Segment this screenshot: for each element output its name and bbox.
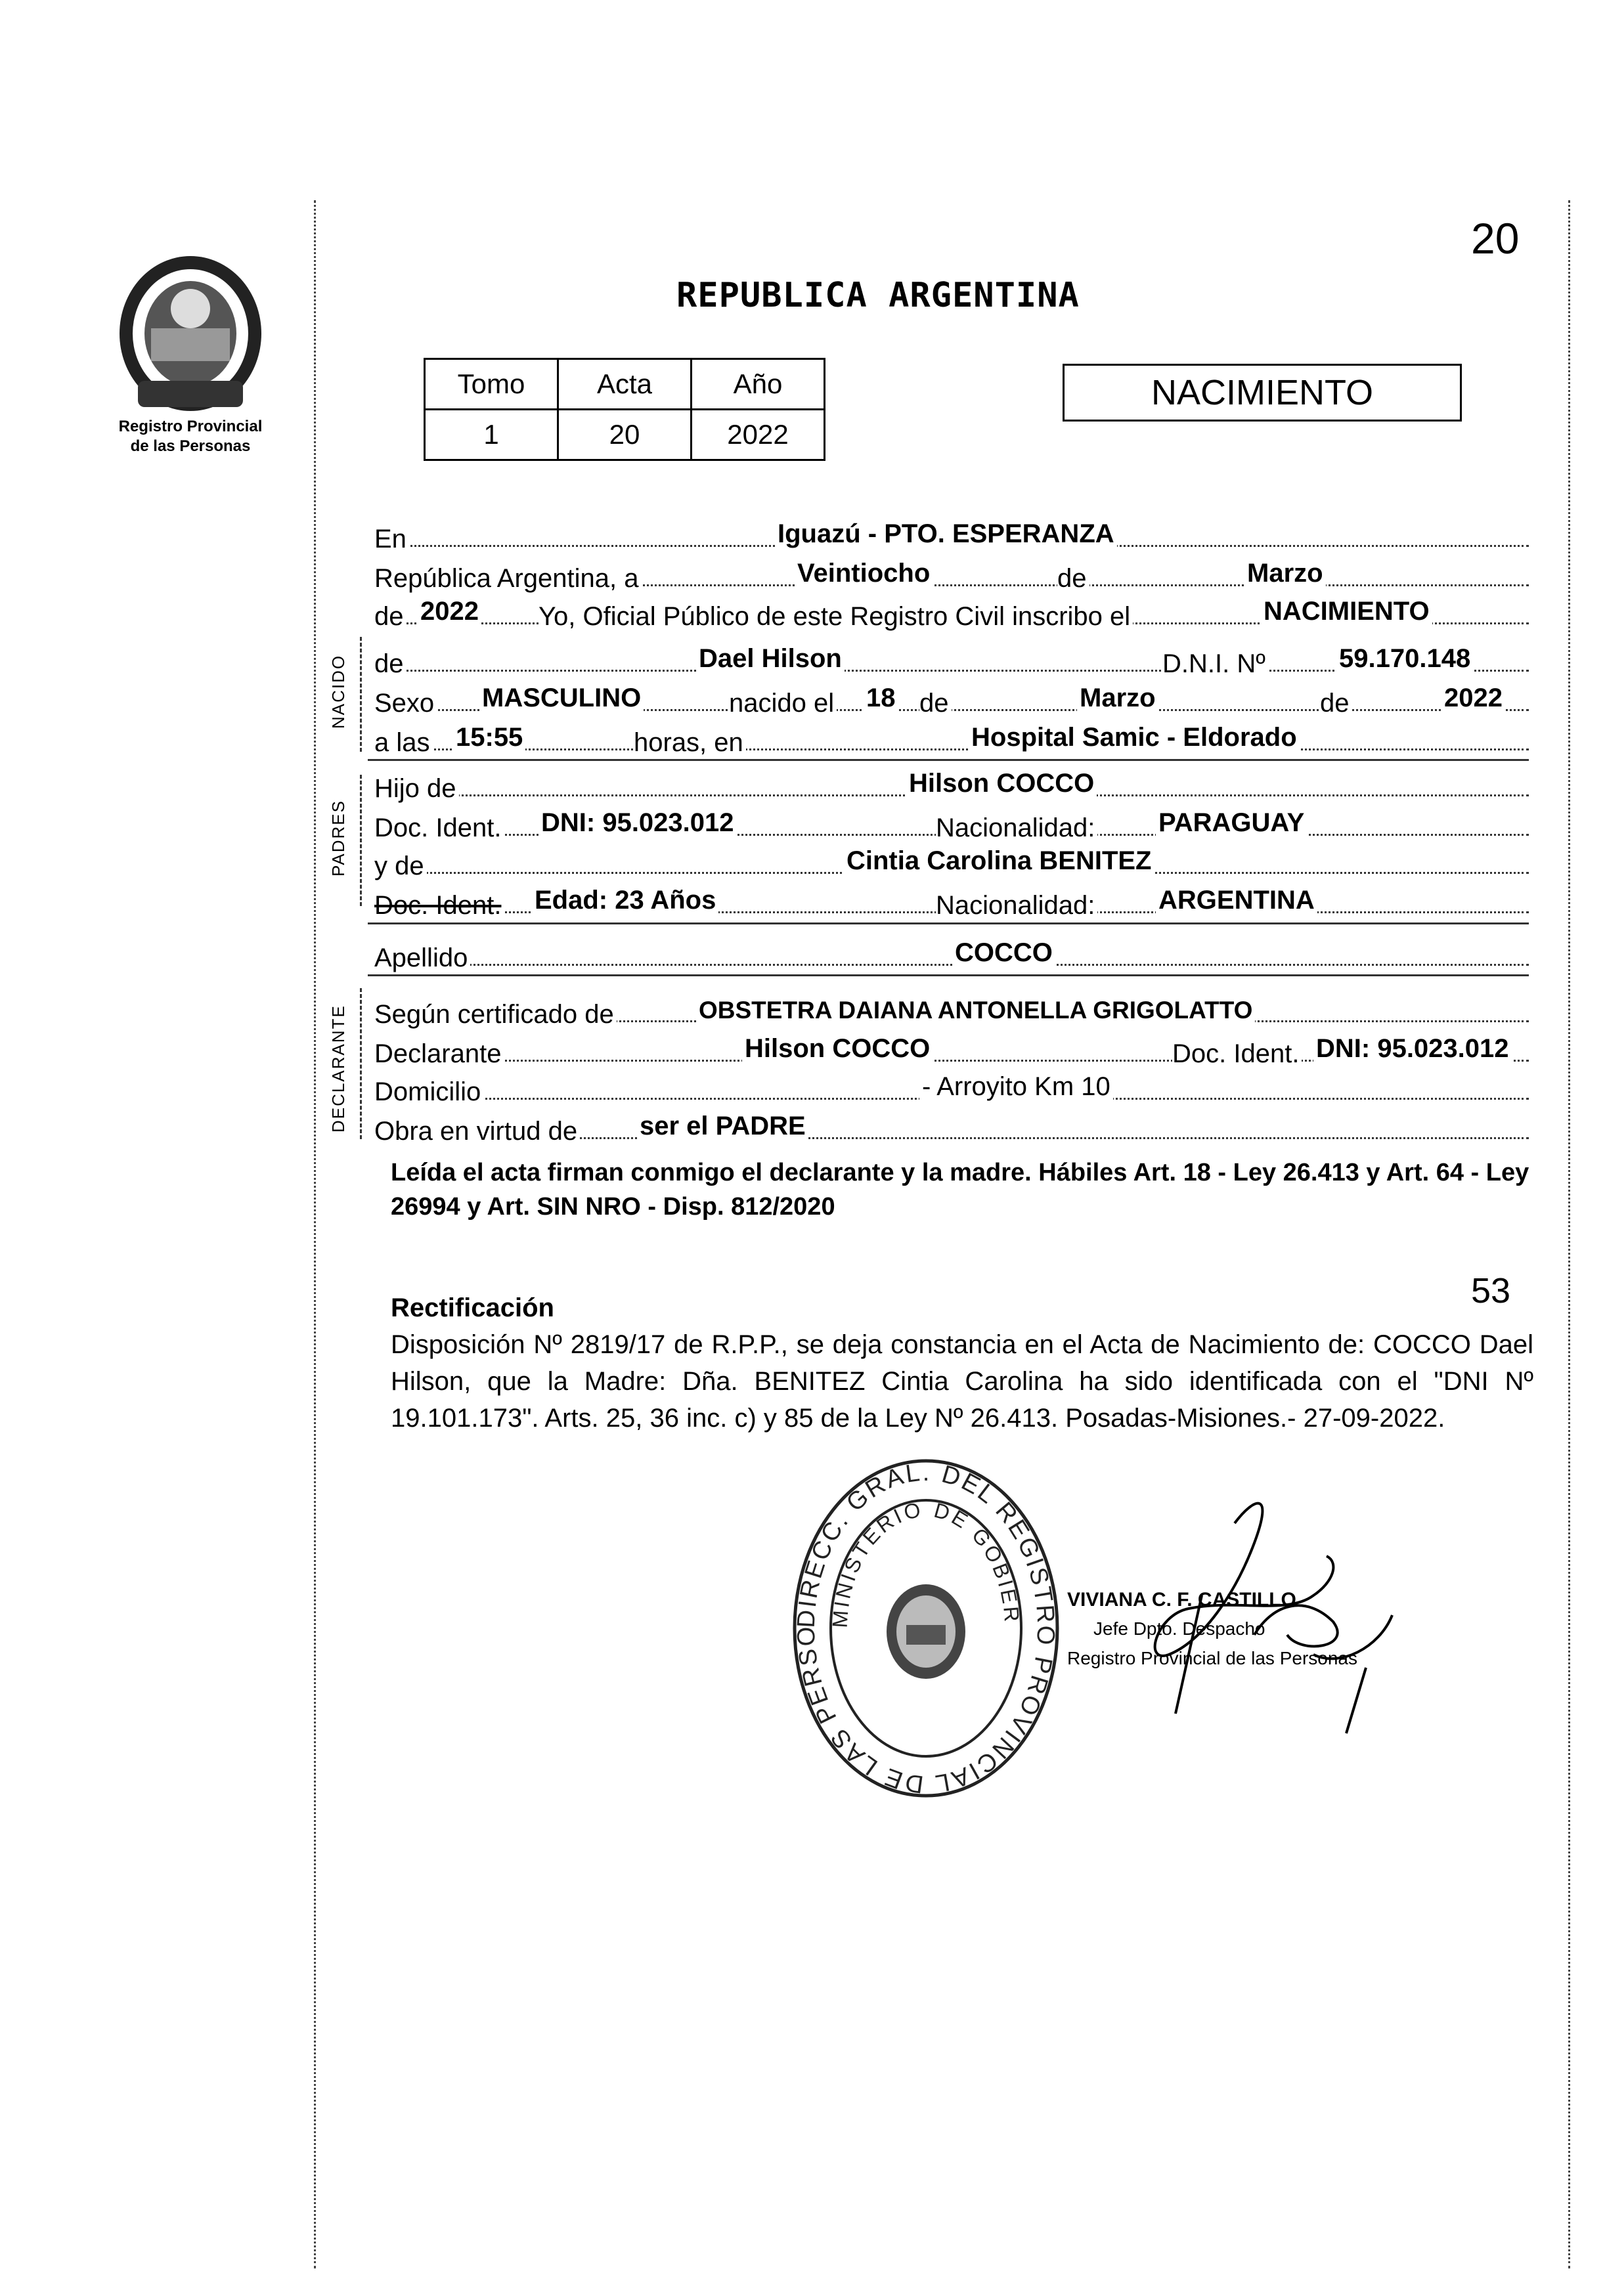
acta-value: 20: [558, 410, 692, 460]
section-padres-label: PADRES: [328, 800, 348, 877]
madre-doc-label: Doc. Ident.: [374, 891, 504, 921]
republica-label: República Argentina, a: [374, 564, 642, 594]
row-padre-doc: [374, 796, 1529, 842]
hijo-label: Hijo de: [374, 774, 459, 804]
domicilio-value: - Arroyito Km 10: [919, 1072, 1113, 1102]
record-type-box: NACIMIENTO: [1063, 364, 1462, 422]
row-obra: [374, 1099, 1529, 1146]
madre-nac: ARGENTINA: [1156, 886, 1317, 915]
nac2-label: Nacionalidad:: [936, 891, 1097, 921]
logo-caption: [79, 417, 302, 456]
signature-org: Registro Provincial de las Personas: [1067, 1648, 1357, 1668]
padre-doc: DNI: 95.023.012: [539, 808, 737, 838]
document-title: REPUBLICA ARGENTINA: [676, 276, 1080, 315]
row-apellido: [374, 926, 1529, 972]
padre-value: Hilson COCCO: [906, 769, 1097, 798]
anio-value-text: 2022: [418, 597, 481, 626]
page-number: 20: [1471, 214, 1520, 263]
en-label: En: [374, 525, 409, 554]
anio-header: Año: [692, 359, 825, 410]
declarante-value: Hilson COCCO: [742, 1034, 933, 1064]
row-inscribo: [374, 584, 1529, 631]
row-madre-doc: [374, 873, 1529, 920]
row-en: [374, 507, 1529, 553]
doc-label: Doc. Ident.: [374, 813, 504, 843]
row-segun: [374, 982, 1529, 1029]
tomo-header: Tomo: [425, 359, 558, 410]
apellido-label: Apellido: [374, 943, 470, 973]
row-republica: [374, 546, 1529, 593]
nacido-dia: 18: [864, 683, 898, 713]
record-table: [424, 358, 825, 461]
inscribo-label: Yo, Oficial Público de este Registro Civil inscribo el: [539, 602, 1133, 632]
row-hijo: [374, 756, 1529, 803]
nacido-mes: Marzo: [1077, 683, 1158, 713]
declarante-label: Declarante: [374, 1039, 504, 1069]
sexo-label: Sexo: [374, 689, 437, 718]
signature-role: Jefe Dpto. Despacho: [1093, 1618, 1265, 1639]
tomo-value: 1: [425, 410, 558, 460]
madre-value: Cintia Carolina BENITEZ: [844, 846, 1154, 876]
segun-value: OBSTETRA DAIANA ANTONELLA GRIGOLATTO: [696, 997, 1255, 1024]
hora-value: 15:55: [453, 723, 525, 752]
obra-label: Obra en virtud de: [374, 1117, 580, 1146]
sexo-value: MASCULINO: [479, 683, 644, 713]
closing-statement: Leída el acta firman conmigo el declarante y la madre. Hábiles Art. 18 - Ley 26.413 y Art. 64 - Ley 26994 y Art. SIN NRO - Disp. 812/2020: [391, 1159, 1529, 1221]
row-madre: [374, 834, 1529, 880]
dni-label: D.N.I. Nº: [1162, 649, 1268, 679]
nacido-de2-label: de: [1320, 689, 1352, 718]
stamp-inner-text: MINISTERIO DE GOBIER: [827, 1497, 1024, 1629]
inscribo-value: NACIMIENTO: [1261, 597, 1432, 626]
logo-caption-line1: Registro Provincial: [118, 418, 263, 435]
section-declarante-bar: [360, 988, 362, 1139]
segun-label: Según certificado de: [374, 1000, 617, 1029]
de-label: de: [1057, 564, 1089, 594]
row-nombre: [374, 632, 1529, 678]
stamp-outer-text: DIRECC. GRAL. DEL REGISTRO PROVINCIAL DE LAS PERSO: [792, 1458, 1060, 1798]
decl-doc-value: DNI: 95.023.012: [1313, 1034, 1512, 1064]
signature-name: VIVIANA C. F. CASTILLO: [1067, 1589, 1296, 1611]
section-declarante-label: DECLARANTE: [328, 1005, 348, 1133]
rectificacion-body: Disposición Nº 2819/17 de R.P.P., se deja constancia en el Acta de Nacimiento de: COCCO Dael Hilson, que la Madre: Dña. BENITEZ Cintia Carolina ha sido identificada con el "DNI Nº 19.101.173". Arts. 25, 36 inc. c) y 85 de la Ley Nº 26.413. Posadas-Misiones.- 27-09-2022.: [391, 1330, 1533, 1433]
official-stamp: [785, 1451, 1067, 1809]
logo-caption-line2: de las Personas: [130, 437, 251, 455]
handwritten-signature: [1038, 1484, 1405, 1750]
anio-value: 2022: [692, 410, 825, 460]
nacido-label: nacido el: [729, 689, 837, 718]
row-declarante: [374, 1022, 1529, 1068]
yde-label: y de: [374, 852, 427, 881]
nombre-label: de: [374, 649, 407, 679]
section-nacido-bar: [360, 637, 362, 752]
separator-apellido: [368, 974, 1529, 976]
row-hora: [374, 710, 1529, 757]
alas-label: a las: [374, 728, 433, 758]
rectificacion-number: 53: [1471, 1271, 1511, 1310]
de2-label: de: [374, 602, 407, 632]
mes-value: Marzo: [1244, 559, 1326, 588]
provincial-seal-logo: [112, 249, 269, 417]
domicilio-label: Domicilio: [374, 1077, 483, 1107]
horas-label: horas, en: [634, 728, 746, 758]
right-margin-line: [1568, 200, 1570, 2268]
rectificacion-title: Rectificación: [391, 1293, 554, 1322]
apellido-value: COCCO: [952, 938, 1055, 968]
dni-value: 59.170.148: [1336, 644, 1473, 674]
obra-value: ser el PADRE: [637, 1112, 808, 1141]
padre-nac: PARAGUAY: [1156, 808, 1307, 838]
left-margin-line: [314, 200, 316, 2268]
en-value: Iguazú - PTO. ESPERANZA: [775, 519, 1117, 549]
nacido-anio: 2022: [1441, 683, 1505, 713]
acta-header: Acta: [558, 359, 692, 410]
section-padres-bar: [360, 775, 362, 906]
row-domicilio: [374, 1060, 1529, 1106]
nombre-value: Dael Hilson: [696, 644, 845, 674]
nac-label: Nacionalidad:: [936, 813, 1097, 843]
dia-value: Veintiocho: [795, 559, 933, 588]
lugar-value: Hospital Samic - Eldorado: [969, 723, 1300, 752]
decl-doc-label: Doc. Ident.: [1172, 1039, 1302, 1069]
madre-doc: Edad: 23 Años: [532, 886, 718, 915]
row-sexo: [374, 671, 1529, 718]
section-nacido-label: NACIDO: [328, 654, 348, 729]
nacido-de-label: de: [919, 689, 952, 718]
separator-padres: [368, 922, 1529, 924]
